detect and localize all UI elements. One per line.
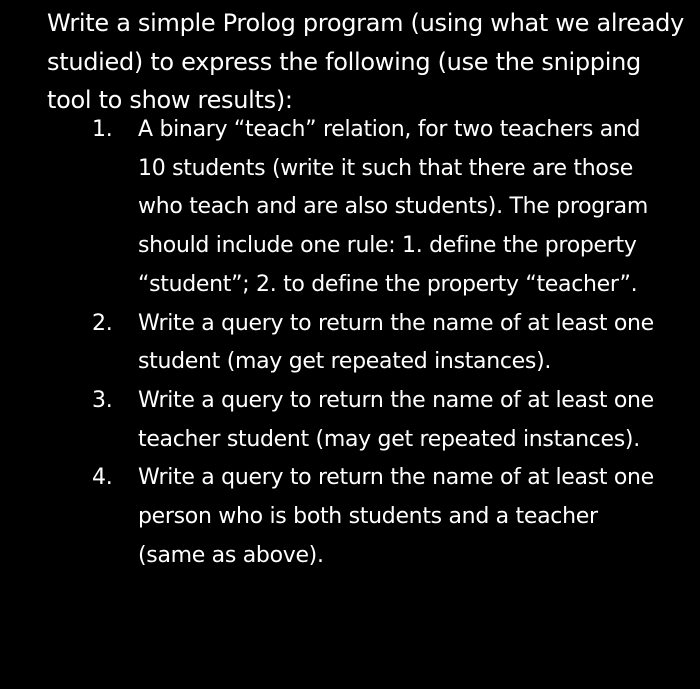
item-text: Write a query to return the name of at least one student (may get repeated instances).: [138, 310, 654, 375]
item-number: 1.: [92, 117, 113, 142]
list-item: [0, 459, 700, 575]
item-number: 3.: [92, 387, 113, 413]
item-number: 4.: [92, 465, 113, 491]
list-item: [0, 305, 700, 382]
item-text: A binary “teach” relation, for two teachers and 10 students (write it such that there are those who teach and are also students). The program should include one rule: 1. define the property “student”; 2. to define the property “teacher”.: [138, 117, 648, 297]
item-text: Write a query to return the name of at least one teacher student (may get repeated instances).: [138, 387, 654, 452]
list-item: [0, 111, 700, 305]
task-list: [0, 111, 700, 575]
list-item: [0, 382, 700, 459]
intro-text: Write a simple Prolog program (using what we already studied) to express the following (use the snipping tool to show results):: [47, 9, 684, 114]
item-number: 2.: [92, 310, 113, 336]
item-text: Write a query to return the name of at least one person who is both students and a teacher (same as above).: [138, 465, 654, 568]
